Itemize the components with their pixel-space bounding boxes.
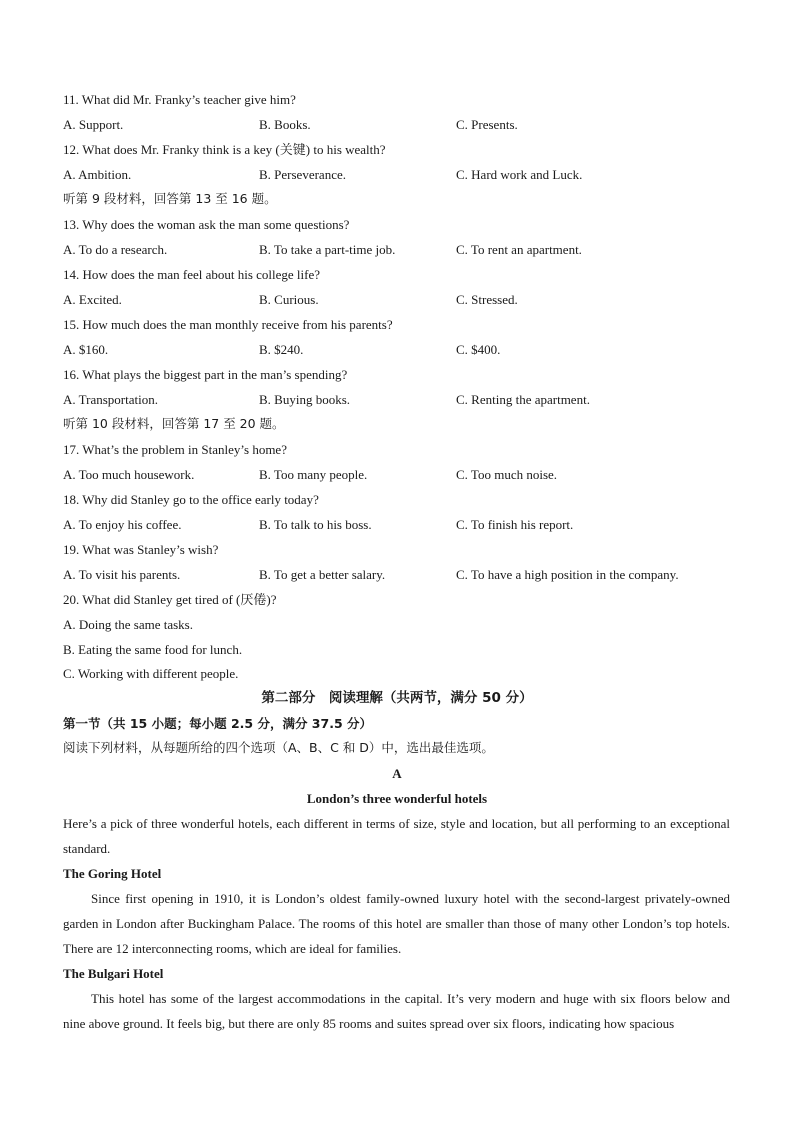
hotel-1-paragraph	[63, 886, 730, 961]
option-12c: C. Hard work and Luck.	[456, 167, 583, 182]
option-19c: C. To have a high position in the company.	[456, 567, 679, 582]
option-15a: A. $160.	[63, 342, 109, 357]
option-20c: C. Working with different people.	[63, 666, 239, 681]
option-13b: B. To take a part-time job.	[259, 242, 396, 257]
hotel-1-name: The Goring Hotel	[63, 866, 162, 881]
option-12a: A. Ambition.	[63, 167, 132, 182]
option-14a: A. Excited.	[63, 292, 122, 307]
option-17c: C. Too much noise.	[456, 467, 558, 482]
hotel-2-paragraph	[63, 986, 730, 1036]
passage-title: London’s three wonderful hotels	[306, 791, 488, 806]
hotel-2-name: The Bulgari Hotel	[63, 966, 164, 981]
part2-title: 第二部分 阅读理解（共两节，满分 50 分）	[261, 690, 533, 706]
option-11c: C. Presents.	[456, 117, 518, 132]
option-17b: B. Too many people.	[259, 467, 368, 482]
option-19b: B. To get a better salary.	[259, 567, 386, 582]
option-15b: B. $240.	[259, 342, 304, 357]
option-13a: A. To do a research.	[63, 242, 168, 257]
option-12b: B. Perseverance.	[259, 167, 346, 182]
option-18a: A. To enjoy his coffee.	[63, 517, 182, 532]
option-20b: B. Eating the same food for lunch.	[63, 642, 243, 657]
option-11a: A. Support.	[63, 117, 124, 132]
question-14: 14. How does the man feel about his college life?	[63, 267, 321, 282]
question-11: 11. What did Mr. Franky’s teacher give him?	[63, 92, 296, 107]
question-12: 12. What does Mr. Franky think is a key (关键) to his wealth?	[63, 142, 386, 157]
passage-letter: A	[392, 766, 402, 781]
question-19: 19. What was Stanley’s wish?	[63, 542, 219, 557]
question-13: 13. Why does the woman ask the man some questions?	[63, 217, 350, 232]
question-17: 17. What’s the problem in Stanley’s home?	[63, 442, 287, 457]
option-16c: C. Renting the apartment.	[456, 392, 590, 407]
hotel-1-text: Since first opening in 1910, it is London’s oldest family-owned luxury hotel with the second-largest privately-owned garden in London after Buckingham Palace. The rooms of this hotel are smaller than those of many other London’s top hotels. There are 12 interconnecting rooms, which are ideal for families.	[63, 891, 730, 956]
option-16a: A. Transportation.	[63, 392, 158, 407]
option-16b: B. Buying books.	[259, 392, 351, 407]
section1-title: 第一节（共 15 小题；每小题 2.5 分，满分 37.5 分）	[63, 716, 372, 731]
option-13c: C. To rent an apartment.	[456, 242, 582, 257]
option-17a: A. Too much housework.	[63, 467, 195, 482]
question-20: 20. What did Stanley get tired of (厌倦)?	[63, 592, 277, 607]
option-15c: C. $400.	[456, 342, 501, 357]
option-18b: B. To talk to his boss.	[259, 517, 372, 532]
passage-intro: Here’s a pick of three wonderful hotels, each different in terms of size, style and location, but all performing to an exceptional standard.	[63, 816, 730, 856]
option-20a: A. Doing the same tasks.	[63, 617, 193, 632]
option-11b: B. Books.	[259, 117, 311, 132]
question-18: 18. Why did Stanley go to the office early today?	[63, 492, 319, 507]
instruction-section-9: 听第 9 段材料，回答第 13 至 16 题。	[63, 191, 277, 206]
option-14b: B. Curious.	[259, 292, 319, 307]
question-16: 16. What plays the biggest part in the man’s spending?	[63, 367, 348, 382]
option-18c: C. To finish his report.	[456, 517, 574, 532]
question-15: 15. How much does the man monthly receive from his parents?	[63, 317, 393, 332]
instruction-section-10: 听第 10 段材料，回答第 17 至 20 题。	[63, 416, 285, 431]
option-14c: C. Stressed.	[456, 292, 518, 307]
hotel-2-text: This hotel has some of the largest accommodations in the capital. It’s very modern and huge with six floors below and nine above ground. It feels big, but there are only 85 rooms and suites spread over six floors, indicating how spacious	[63, 991, 730, 1031]
option-19a: A. To visit his parents.	[63, 567, 181, 582]
section1-instruction: 阅读下列材料，从每题所给的四个选项（A、B、C 和 D）中，选出最佳选项。	[63, 740, 494, 755]
